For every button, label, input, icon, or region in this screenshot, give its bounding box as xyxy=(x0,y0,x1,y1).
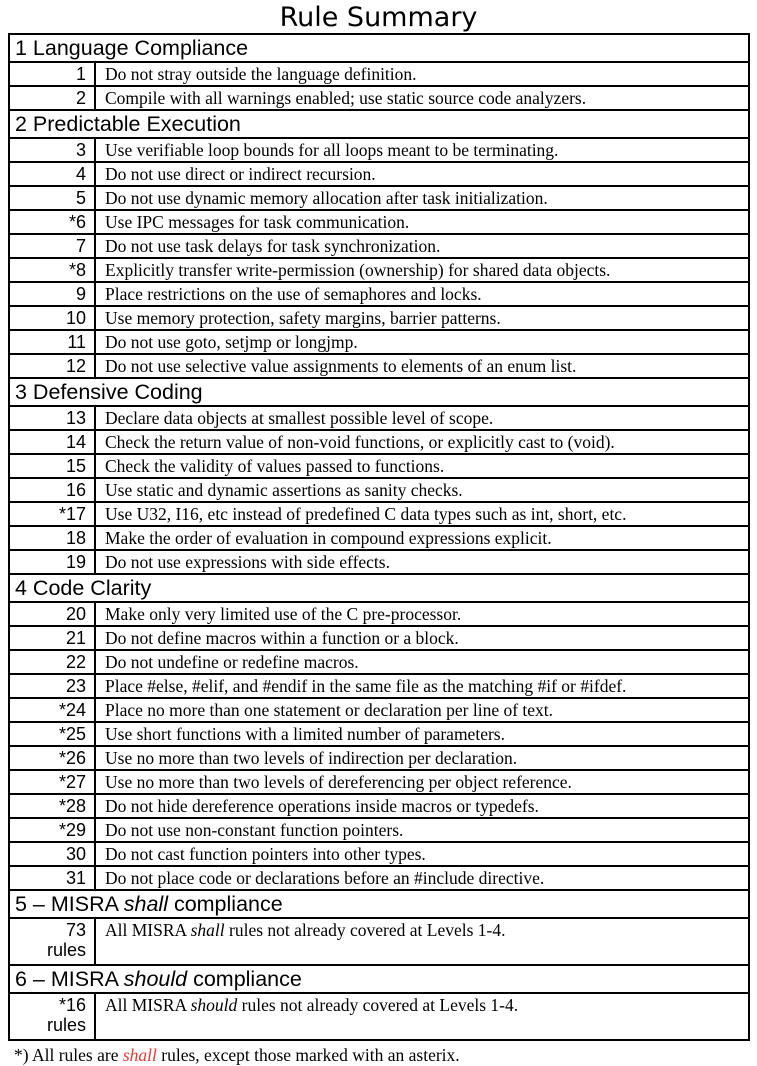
rule-row xyxy=(10,329,748,353)
rule-text-cell: Compile with all warnings enabled; use static source code analyzers. xyxy=(105,88,587,108)
footnote xyxy=(14,1045,757,1066)
rule-text-cell: Do not use selective value assignments to elements of an enum list. xyxy=(105,356,577,376)
rule-text-cell: Explicitly transfer write-permission (ownership) for shared data objects. xyxy=(105,260,611,280)
rule-number-cell: *29 xyxy=(10,819,96,841)
rule-number-cell: 10 xyxy=(10,307,96,329)
rule-number-cell: 19 xyxy=(10,551,96,573)
rule-number-cell: *25 xyxy=(10,723,96,745)
rule-number-unit: rules xyxy=(46,1015,86,1035)
rule-row xyxy=(10,917,748,964)
section-header-6 xyxy=(10,964,748,992)
rule-text-cell xyxy=(96,994,748,1039)
rule-text-cell: Use no more than two levels of indirection per declaration. xyxy=(105,748,518,768)
rule-text-italic-word: shall xyxy=(190,920,225,940)
footnote-suffix: rules, except those marked with an asterix. xyxy=(156,1045,460,1065)
section-header-suffix: compliance xyxy=(167,892,283,916)
rule-number-cell: *28 xyxy=(10,795,96,817)
rule-number-cell: 11 xyxy=(10,331,96,353)
rule-text-cell: Check the return value of non-void functions, or explicitly cast to (void). xyxy=(105,432,615,452)
rule-row xyxy=(10,233,748,257)
rule-text-cell: Check the validity of values passed to functions. xyxy=(105,456,445,476)
rule-text-cell: Do not cast function pointers into other types. xyxy=(105,844,426,864)
rule-text-suffix: rules not already covered at Levels 1-4. xyxy=(224,920,506,940)
rule-row xyxy=(10,865,748,889)
rule-row xyxy=(10,501,748,525)
rule-row xyxy=(10,649,748,673)
rule-number-cell: 23 xyxy=(10,675,96,697)
rule-summary-table xyxy=(8,33,750,1041)
rule-number-cell: 12 xyxy=(10,355,96,377)
rule-text-cell: Place restrictions on the use of semaphores and locks. xyxy=(105,284,482,304)
rule-number-cell: 20 xyxy=(10,603,96,625)
rule-number-cell: *17 xyxy=(10,503,96,525)
rule-text-cell: Use verifiable loop bounds for all loops meant to be terminating. xyxy=(105,140,559,160)
rule-row xyxy=(10,721,748,745)
rule-text-cell: Do not use task delays for task synchronization. xyxy=(105,236,441,256)
rule-text-cell: Do not use expressions with side effects. xyxy=(105,552,390,572)
rule-text-cell: Do not define macros within a function or a block. xyxy=(105,628,459,648)
rule-row xyxy=(10,353,748,377)
section-header-5 xyxy=(10,889,748,917)
rule-row xyxy=(10,625,748,649)
rule-number-cell: 18 xyxy=(10,527,96,549)
rule-text-cell: Use static and dynamic assertions as sanity checks. xyxy=(105,480,463,500)
rule-number-cell: 13 xyxy=(10,407,96,429)
section-header-italic-word: shall xyxy=(123,892,168,916)
rule-row xyxy=(10,185,748,209)
section-header-2: 2 Predictable Execution xyxy=(10,109,748,137)
rule-row xyxy=(10,601,748,625)
rule-number-cell: 14 xyxy=(10,431,96,453)
rule-text-cell: Use no more than two levels of dereferencing per object reference. xyxy=(105,772,572,792)
rule-text-prefix: All MISRA xyxy=(105,995,191,1015)
rule-text-cell: Declare data objects at smallest possible level of scope. xyxy=(105,408,494,428)
rule-row xyxy=(10,745,748,769)
rule-text-cell: Make the order of evaluation in compound expressions explicit. xyxy=(105,528,552,548)
rule-text-cell: Place #else, #elif, and #endif in the same file as the matching #if or #ifdef. xyxy=(105,676,627,696)
rule-text-cell: Do not use non-constant function pointers. xyxy=(105,820,404,840)
rule-text-suffix: rules not already covered at Levels 1-4. xyxy=(237,995,519,1015)
rule-number-unit: rules xyxy=(46,940,86,960)
rule-text-italic-word: should xyxy=(190,995,238,1015)
rule-row xyxy=(10,137,748,161)
rule-number-cell: 2 xyxy=(10,87,96,109)
rule-number-cell: 1 xyxy=(10,63,96,85)
rule-number-cell xyxy=(10,994,96,1039)
section-header-4: 4 Code Clarity xyxy=(10,573,748,601)
footnote-prefix: *) All rules are xyxy=(14,1045,123,1065)
rule-row xyxy=(10,257,748,281)
rule-row xyxy=(10,697,748,721)
rule-row xyxy=(10,525,748,549)
rule-row xyxy=(10,817,748,841)
footnote-shall-word: shall xyxy=(122,1045,157,1065)
rule-number: *16 xyxy=(58,995,86,1015)
rule-row xyxy=(10,305,748,329)
section-header-1: 1 Language Compliance xyxy=(15,36,249,60)
rule-row xyxy=(10,793,748,817)
rule-text-cell: Use IPC messages for task communication. xyxy=(105,212,410,232)
section-header-prefix: 6 – MISRA xyxy=(15,967,124,991)
rule-text-cell: Do not use dynamic memory allocation after task initialization. xyxy=(105,188,548,208)
rule-row xyxy=(10,841,748,865)
rule-number: 73 xyxy=(65,920,86,940)
rule-number-cell: 3 xyxy=(10,139,96,161)
rule-text-cell: Use short functions with a limited number of parameters. xyxy=(105,724,505,744)
section-header-suffix: compliance xyxy=(187,967,302,991)
rule-text-cell: Place no more than one statement or declaration per line of text. xyxy=(105,700,554,720)
page-title: Rule Summary xyxy=(279,2,478,33)
rule-number-cell: 4 xyxy=(10,163,96,185)
rule-text-cell: Do not hide dereference operations inside macros or typedefs. xyxy=(105,796,539,816)
section-header-3: 3 Defensive Coding xyxy=(10,377,748,405)
rule-number-cell: *8 xyxy=(10,259,96,281)
rule-number-cell: 21 xyxy=(10,627,96,649)
rule-number-cell: 31 xyxy=(10,867,96,889)
rule-number-cell: 15 xyxy=(10,455,96,477)
rule-text-cell: Do not use goto, setjmp or longjmp. xyxy=(105,332,358,352)
section-header-prefix: 5 – MISRA xyxy=(15,892,124,916)
rule-row xyxy=(10,549,748,573)
rule-row xyxy=(10,281,748,305)
rule-number-cell: 9 xyxy=(10,283,96,305)
rule-text-cell: Do not use direct or indirect recursion. xyxy=(105,164,376,184)
rule-row xyxy=(10,673,748,697)
rule-text-prefix: All MISRA xyxy=(105,920,191,940)
rule-row xyxy=(10,209,748,233)
rule-row xyxy=(10,429,748,453)
rule-number-cell: *27 xyxy=(10,771,96,793)
rule-text-cell: Do not undefine or redefine macros. xyxy=(105,652,359,672)
rule-row xyxy=(10,405,748,429)
rule-text-cell: Use U32, I16, etc instead of predefined C data types such as int, short, etc. xyxy=(105,504,627,524)
rule-row xyxy=(10,61,748,85)
rule-row xyxy=(10,85,748,109)
rule-text-cell: Do not stray outside the language definition. xyxy=(105,64,417,84)
section-header-italic-word: should xyxy=(123,967,188,991)
rule-row xyxy=(10,161,748,185)
rule-row xyxy=(10,477,748,501)
rule-row xyxy=(10,769,748,793)
rule-number-cell: 16 xyxy=(10,479,96,501)
rule-number-cell xyxy=(10,919,96,964)
rule-number-cell: 30 xyxy=(10,843,96,865)
rule-text-cell: Do not place code or declarations before an #include directive. xyxy=(105,868,545,888)
rule-text-cell: Make only very limited use of the C pre-processor. xyxy=(105,604,462,624)
rule-text-cell: Use memory protection, safety margins, barrier patterns. xyxy=(105,308,501,328)
rule-number-cell: 22 xyxy=(10,651,96,673)
rule-row xyxy=(10,453,748,477)
rule-number-cell: *26 xyxy=(10,747,96,769)
rule-number-cell: *6 xyxy=(10,211,96,233)
rule-number-cell: 7 xyxy=(10,235,96,257)
rule-row xyxy=(10,992,748,1039)
rule-number-cell: *24 xyxy=(10,699,96,721)
rule-text-cell xyxy=(96,919,748,964)
rule-number-cell: 5 xyxy=(10,187,96,209)
